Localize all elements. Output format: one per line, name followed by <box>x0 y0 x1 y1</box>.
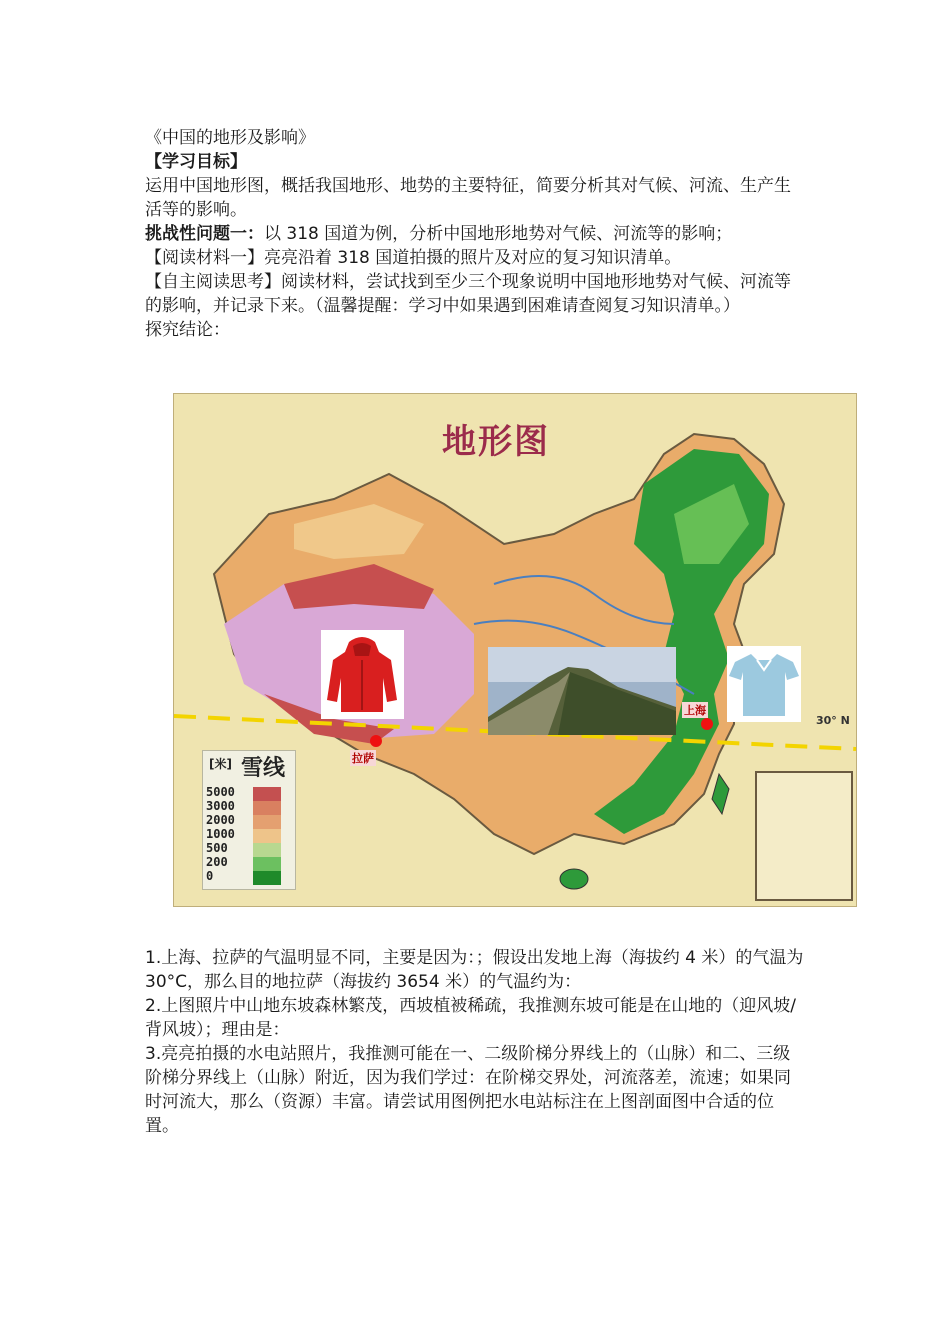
legend-value: 2000 <box>206 813 235 827</box>
intro-text <box>145 126 805 342</box>
red-coat-photo <box>321 630 404 719</box>
shanghai-marker <box>701 718 713 730</box>
map-title: 地形图 <box>442 422 550 462</box>
goal-heading: 【学习目标】 <box>145 152 247 172</box>
challenge-label: 挑战性问题一： <box>145 224 264 244</box>
legend-swatch <box>253 815 281 829</box>
doc-title: 《中国的地形及影响》 <box>145 128 315 148</box>
red-coat-icon <box>321 630 404 719</box>
questions <box>145 946 805 1138</box>
light-blue-shirt-photo <box>727 646 801 722</box>
shanghai-label: 上海 <box>684 704 706 717</box>
legend-swatch <box>253 787 281 801</box>
elevation-legend <box>202 750 296 890</box>
mountain-photo <box>488 647 676 735</box>
legend-swatch <box>253 829 281 843</box>
question-1: 1.上海、拉萨的气温明显不同，主要是因为：；假设出发地上海（海拔约 4 米）的气温为 30°C，那么目的地拉萨（海拔约 3654 米）的气温约为： <box>145 948 804 992</box>
challenge-line <box>145 222 805 246</box>
legend-value: 5000 <box>206 785 235 799</box>
task-text: 【自主阅读思考】阅读材料，尝试找到至少三个现象说明中国地形地势对气候、河流等的影响，并记录下来。（温馨提醒：学习中如果遇到困难请查阅复习知识清单。） <box>145 272 791 316</box>
legend-value: 1000 <box>206 827 235 841</box>
question-3: 3.亮亮拍摄的水电站照片，我推测可能在一、二级阶梯分界线上的（山脉）和二、三级阶梯分界线上（山脉）附近，因为我们学过：在阶梯交界处，河流落差，流速；如果同时河流大，那么（资源）丰富。请尝试用图例把水电站标注在上图剖面图中合适的位置。 <box>145 1044 791 1136</box>
goal-text: 运用中国地形图，概括我国地形、地势的主要特征，简要分析其对气候、河流、生产生活等的影响。 <box>145 176 791 220</box>
latitude-label: 30° N <box>816 714 850 727</box>
legend-unit: [米] <box>209 757 232 771</box>
legend-swatch <box>253 843 281 857</box>
lhasa-label: 拉萨 <box>352 752 374 765</box>
legend-swatch <box>253 801 281 815</box>
legend-swatch <box>253 857 281 871</box>
challenge-text: 以 318 国道为例，分析中国地形地势对气候、河流等的影响； <box>264 224 733 244</box>
material-text: 【阅读材料一】亮亮沿着 318 国道拍摄的照片及对应的复习知识清单。 <box>145 248 682 268</box>
terrain-map <box>173 393 857 907</box>
conclusion-label: 探究结论： <box>145 320 230 340</box>
legend-value: 3000 <box>206 799 235 813</box>
legend-value: 200 <box>206 855 228 869</box>
legend-value: 0 <box>206 869 214 883</box>
legend-swatch <box>253 871 281 885</box>
light-blue-shirt-icon <box>727 646 801 722</box>
lhasa-marker <box>370 735 382 747</box>
legend-value: 500 <box>206 841 228 855</box>
question-2: 2.上图照片中山地东坡森林繁茂，西坡植被稀疏，我推测东坡可能是在山地的（迎风坡/背风坡）；理由是： <box>145 996 796 1040</box>
legend-title: 雪线 <box>241 755 286 781</box>
